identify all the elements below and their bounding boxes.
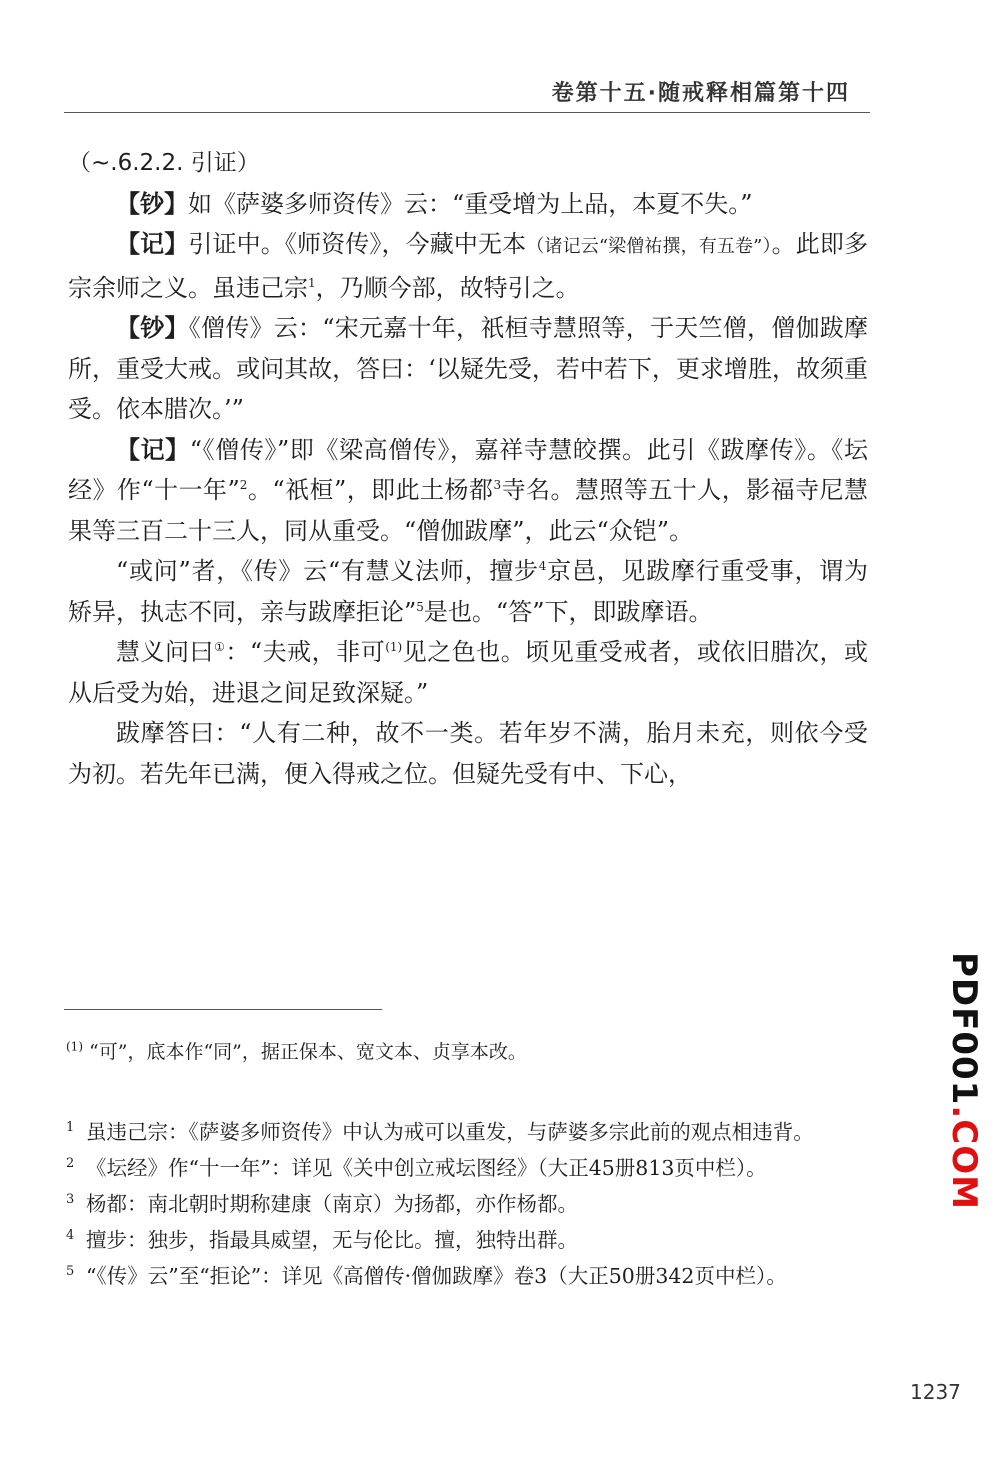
footnote-text: 《坛经》作“十一年”：详见《关中创立戒坛图经》（大正45册813页中栏）。 bbox=[86, 1156, 767, 1180]
footnote-ref-1[interactable]: 1 bbox=[308, 275, 316, 290]
footnote-text: 杨都：南北朝时期称建康（南京）为扬都，亦作杨都。 bbox=[86, 1192, 578, 1216]
footnote-ref-2[interactable]: 2 bbox=[239, 478, 248, 492]
footnote-item: 5 “《传》云”至“拒论”：详见《高僧传·僧伽跋摩》卷3（大正50册342页中栏）。 bbox=[66, 1264, 787, 1288]
tag-chao: 【钞】 bbox=[116, 188, 188, 218]
paragraph-text: 如《萨婆多师资传》云：“重受增为上品，本夏不失。” bbox=[188, 189, 753, 218]
paragraph-text: 。“祇桓”，即此土杨都 bbox=[247, 476, 494, 504]
header-title: 卷第十五·随戒释相篇第十四 bbox=[551, 81, 850, 106]
footnote-item: 4 擅步：独步，指最具威望，无与伦比。擅，独特出群。 bbox=[66, 1228, 578, 1252]
paragraph-text: 引证中。《师资传》，今藏中无本 bbox=[188, 230, 527, 258]
paragraph-ji-2 bbox=[68, 430, 868, 552]
main-text bbox=[68, 143, 868, 794]
page-number: 1237 bbox=[910, 1380, 961, 1404]
paragraph-text: ，乃顺今部，故特引之。 bbox=[315, 273, 580, 302]
paragraph-text: “《僧传》”即《梁高僧传》，嘉祥寺慧皎撰。此引《跋摩传》。《坛经》作“十一年” bbox=[68, 435, 869, 504]
watermark-part-b: .COM bbox=[944, 1105, 984, 1210]
footnote-text: 擅步：独步，指最具威望，无与伦比。擅，独特出群。 bbox=[86, 1228, 578, 1252]
footnote-text: “《传》云”至“拒论”：详见《高僧传·僧伽跋摩》卷3（大正50册342页中栏）。 bbox=[86, 1264, 787, 1288]
footnote-text: 虽违己宗：《萨婆多师资传》中认为戒可以重发，与萨婆多宗此前的观点相违背。 bbox=[86, 1120, 814, 1144]
paragraph-text: 。此即多宗余师之义。虽违己宗 bbox=[68, 230, 869, 302]
section-heading: （~.6.2.2. 引证） bbox=[68, 150, 260, 176]
footnote-item: 3 杨都：南北朝时期称建康（南京）为扬都，亦作杨都。 bbox=[66, 1192, 578, 1216]
annotation-mark: ① bbox=[214, 640, 226, 654]
paragraph-text: 《僧传》云：“宋元嘉十年，祇桓寺慧照等，于天竺僧，僧伽跋摩所，重受大戒。或问其故，答曰：‘以疑先受，若中若下，更求增胜，故须重受。依本腊次。’” bbox=[68, 314, 868, 423]
paragraph-text: 寺名。慧照等五十人，影福寺尼慧果等三百二十三人，同从重受。“僧伽跋摩”，此云“众铠”。 bbox=[68, 476, 869, 545]
paragraph-text: 慧义问曰 bbox=[116, 638, 215, 666]
collation-mark: (1) bbox=[66, 1039, 83, 1054]
tag-chao: 【钞】 bbox=[116, 313, 189, 342]
paragraph-text: 是也。“答”下，即跋摩语。 bbox=[423, 597, 713, 626]
footnote-ref-4[interactable]: 4 bbox=[538, 559, 547, 573]
inline-note: （诸记云“梁僧祐撰，有五卷”） bbox=[526, 236, 772, 257]
paragraph-7: 跋摩答曰：“人有二种，故不一类。若年岁不满，胎月未充，则依今受为初。若先年已满，便入得戒之位。但疑先受有中、下心， bbox=[68, 719, 868, 788]
tag-ji: 【记】 bbox=[116, 434, 190, 464]
paragraph-text: “或问”者，《传》云“有慧义法师，擅步 bbox=[116, 557, 539, 585]
paragraph-chao-2 bbox=[68, 308, 868, 430]
footnote-item: 1 虽违己宗：《萨婆多师资传》中认为戒可以重发，与萨婆多宗此前的观点相违背。 bbox=[66, 1120, 814, 1144]
paragraph-5 bbox=[68, 551, 868, 632]
running-header bbox=[64, 72, 870, 113]
collation-text: “可”，底本作“同”，据正保本、宽文本、贞享本改。 bbox=[89, 1041, 527, 1063]
paragraph-ji-1 bbox=[68, 224, 868, 308]
collation-ref-1[interactable]: (1) bbox=[385, 640, 403, 654]
watermark bbox=[946, 952, 982, 1210]
footnote-ref-3[interactable]: 3 bbox=[493, 478, 502, 492]
footnote-ref-5[interactable]: 5 bbox=[416, 599, 424, 614]
paragraph-text: ：“夫戒，非可 bbox=[225, 638, 386, 666]
tag-ji: 【记】 bbox=[116, 229, 189, 258]
footnotes bbox=[66, 1117, 872, 1297]
paragraph-6 bbox=[68, 632, 868, 713]
footnote-item: 2 《坛经》作“十一年”：详见《关中创立戒坛图经》（大正45册813页中栏）。 bbox=[66, 1156, 767, 1180]
paragraph-chao-1 bbox=[68, 184, 868, 225]
paragraph-text: 京邑，见跋摩行重受事，谓为矫异，执志不同，亲与跋摩拒论” bbox=[68, 557, 869, 626]
paragraph-text: 见之色也。顷见重受戒者，或依旧腊次，或从后受为始，进退之间足致深疑。” bbox=[68, 638, 868, 707]
collation-note bbox=[66, 1039, 866, 1065]
footnote-divider bbox=[64, 1009, 382, 1010]
watermark-part-a: PDF001 bbox=[944, 952, 984, 1106]
